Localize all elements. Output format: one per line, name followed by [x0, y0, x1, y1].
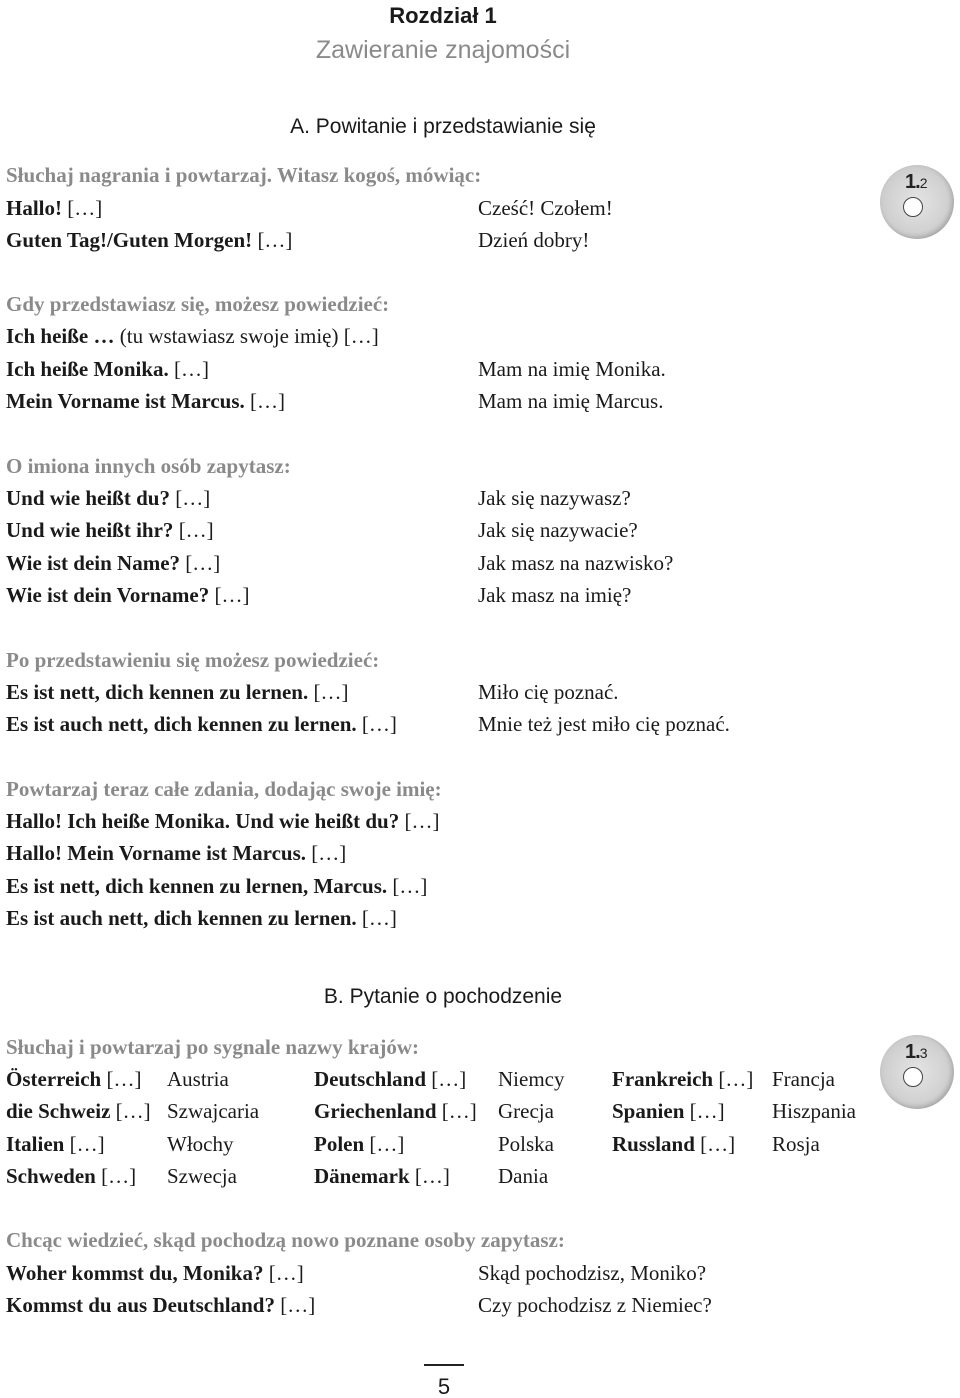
instruction-origin: Chcąc wiedzieć, skąd pochodzą nowo poznane osoby zapytasz: [6, 1228, 565, 1252]
country-pl: Szwajcaria [167, 1099, 260, 1123]
phrase-de: Hallo! Mein Vorname ist Marcus. […] [6, 841, 347, 865]
chapter-title: Rozdział 1 [389, 3, 497, 28]
phrase-pl: Miło cię poznać. [478, 680, 619, 704]
country-de: Deutschland […] [314, 1067, 467, 1091]
phrase-pl: Czy pochodzisz z Niemiec? [478, 1293, 712, 1317]
instruction-greet: Słuchaj nagrania i powtarzaj. Witasz kogoś, mówiąc: [6, 163, 482, 187]
phrase-pl: Jak się nazywacie? [478, 518, 638, 542]
page-number-rule [424, 1364, 464, 1366]
country-pl: Włochy [167, 1132, 234, 1156]
country-de: Russland […] [612, 1132, 736, 1156]
phrase-de: Hallo! Ich heiße Monika. Und wie heißt du? […] [6, 809, 440, 833]
phrase-de: Es ist nett, dich kennen zu lernen, Marcus. […] [6, 874, 428, 898]
country-pl: Grecja [498, 1099, 554, 1123]
country-de: Frankreich […] [612, 1067, 754, 1091]
phrase-de: Hallo! […] [6, 196, 103, 220]
country-de: Schweden […] [6, 1164, 137, 1188]
instruction-countries: Słuchaj i powtarzaj po sygnale nazwy krajów: [6, 1035, 419, 1059]
phrase-pl: Jak masz na nazwisko? [478, 551, 674, 575]
phrase-pl: Mam na imię Monika. [478, 357, 666, 381]
instruction-repeat: Powtarzaj teraz całe zdania, dodając swoje imię: [6, 777, 442, 801]
chapter-subtitle: Zawieranie znajomości [315, 36, 571, 64]
phrase-de: Wie ist dein Name? […] [6, 551, 221, 575]
phrase-de: Ich heiße Monika. […] [6, 357, 210, 381]
country-pl: Dania [498, 1164, 549, 1188]
country-de: Griechenland […] [314, 1099, 477, 1123]
country-pl: Polska [498, 1132, 555, 1156]
phrase-de: Ich heiße … (tu wstawiasz swoje imię) […] [6, 324, 379, 348]
instruction-after: Po przedstawieniu się możesz powiedzieć: [6, 648, 380, 672]
phrase-pl: Cześć! Czołem! [478, 196, 613, 220]
track-number: 1.2 [905, 171, 927, 193]
country-de: Österreich […] [6, 1067, 142, 1091]
phrase-pl: Mnie też jest miło cię poznać. [478, 712, 730, 736]
country-de: die Schweiz […] [6, 1099, 151, 1123]
cd-hole [903, 1067, 923, 1087]
phrase-de: Es ist nett, dich kennen zu lernen. […] [6, 680, 349, 704]
country-pl: Rosja [772, 1132, 820, 1156]
phrase-pl: Jak masz na imię? [478, 583, 632, 607]
country-pl: Szwecja [167, 1164, 237, 1188]
phrase-de: Wie ist dein Vorname? […] [6, 583, 250, 607]
phrase-pl: Jak się nazywasz? [478, 486, 631, 510]
phrase-de: Und wie heißt ihr? […] [6, 518, 214, 542]
section-a-title: A. Powitanie i przedstawianie się [290, 115, 596, 138]
phrase-pl: Mam na imię Marcus. [478, 389, 664, 413]
phrase-de: Guten Tag!/Guten Morgen! […] [6, 228, 293, 252]
cd-hole [903, 197, 923, 217]
country-de: Dänemark […] [314, 1164, 450, 1188]
country-pl: Francja [772, 1067, 835, 1091]
cd-track-icon[interactable] [880, 165, 954, 239]
country-de: Spanien […] [612, 1099, 725, 1123]
country-de: Italien […] [6, 1132, 105, 1156]
country-de: Polen […] [314, 1132, 405, 1156]
page-number: 5 [437, 1374, 451, 1398]
country-pl: Austria [167, 1067, 229, 1091]
instruction-intro: Gdy przedstawiasz się, możesz powiedzieć: [6, 292, 390, 316]
country-pl: Niemcy [498, 1067, 565, 1091]
phrase-pl: Skąd pochodzisz, Moniko? [478, 1261, 707, 1285]
phrase-de: Es ist auch nett, dich kennen zu lernen. […] [6, 712, 397, 736]
cd-track-icon[interactable] [880, 1035, 954, 1109]
phrase-de: Kommst du aus Deutschland? […] [6, 1293, 316, 1317]
phrase-de: Mein Vorname ist Marcus. […] [6, 389, 286, 413]
phrase-de: Woher kommst du, Monika? […] [6, 1261, 304, 1285]
phrase-de: Es ist auch nett, dich kennen zu lernen. […] [6, 906, 397, 930]
phrase-de: Und wie heißt du? […] [6, 486, 211, 510]
section-b-title: B. Pytanie o pochodzenie [323, 985, 563, 1008]
phrase-pl: Dzień dobry! [478, 228, 590, 252]
instruction-ask: O imiona innych osób zapytasz: [6, 454, 291, 478]
country-pl: Hiszpania [772, 1099, 856, 1123]
track-number: 1.3 [905, 1041, 927, 1063]
